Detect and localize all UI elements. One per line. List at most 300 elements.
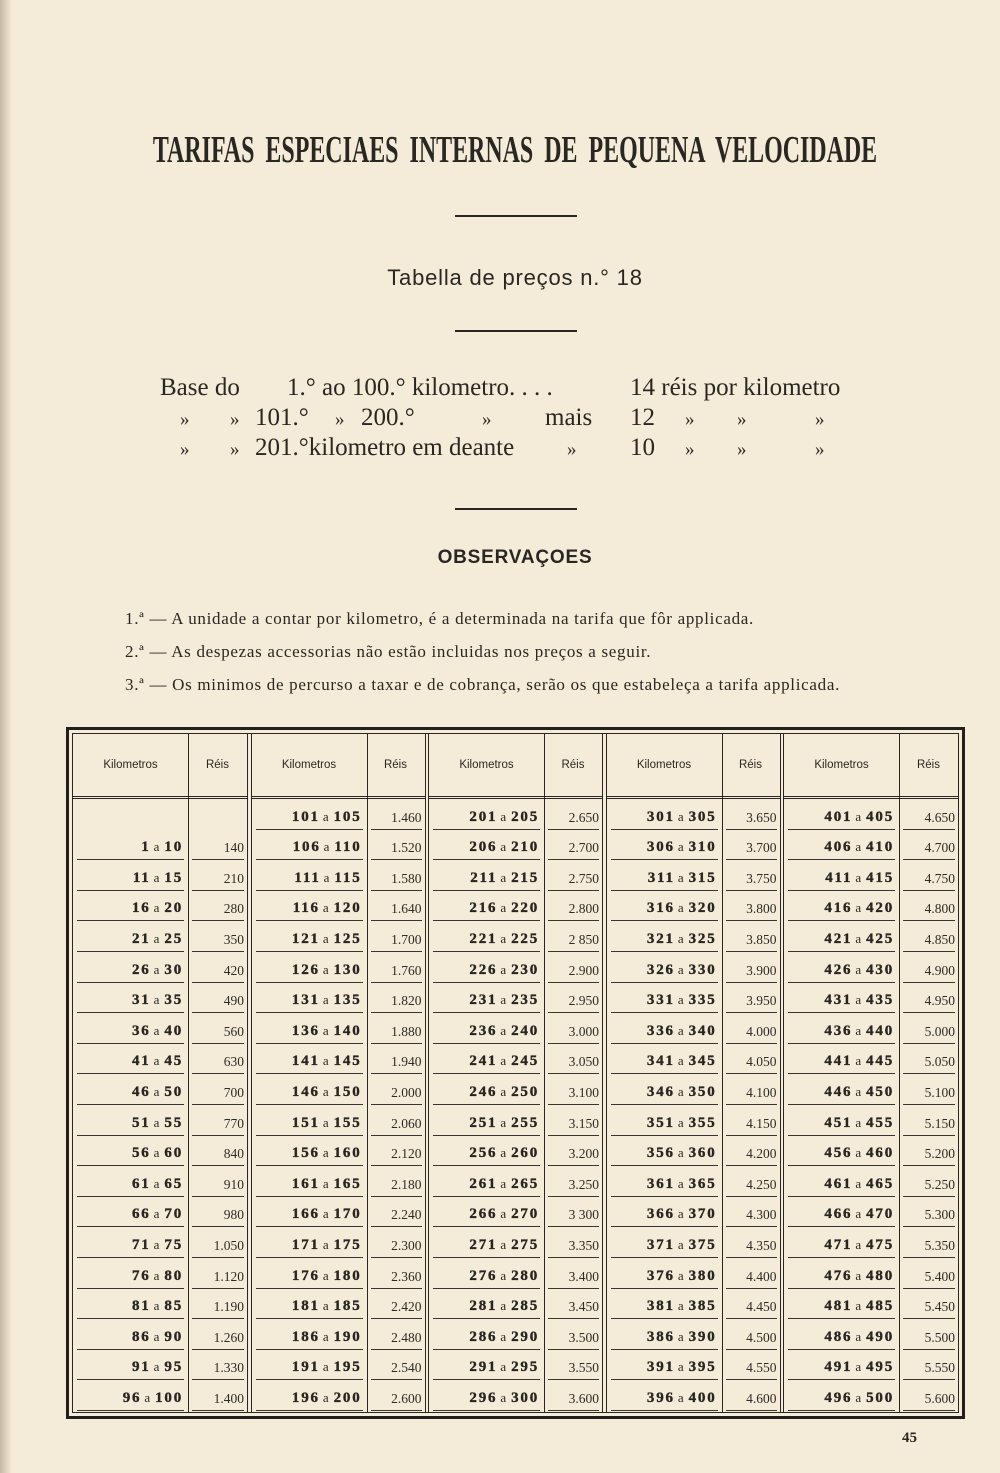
table-row bbox=[252, 799, 425, 830]
km-joiner: a bbox=[322, 1022, 329, 1038]
table-row bbox=[252, 1319, 425, 1350]
km-to: 110 bbox=[334, 839, 362, 856]
km-to: 220 bbox=[511, 900, 539, 917]
km-to: 420 bbox=[866, 900, 894, 917]
km-joiner: a bbox=[855, 1083, 862, 1099]
price-reis-cell: 2.300 bbox=[371, 1227, 422, 1258]
km-from: 156 bbox=[291, 1145, 320, 1162]
km-from: 476 bbox=[824, 1267, 853, 1284]
km-to: 480 bbox=[866, 1267, 894, 1284]
km-from: 301 bbox=[646, 808, 675, 825]
table-row bbox=[607, 1258, 780, 1289]
price-reis-cell: 5.250 bbox=[903, 1166, 955, 1197]
km-joiner: a bbox=[153, 930, 160, 946]
km-joiner: a bbox=[322, 1083, 329, 1099]
price-reis-cell: 280 bbox=[192, 891, 244, 922]
price-reis-cell: 4.700 bbox=[903, 830, 955, 861]
table-header-row bbox=[252, 734, 425, 799]
price-reis-cell: 5.500 bbox=[903, 1319, 955, 1350]
price-reis-cell: 3.100 bbox=[548, 1074, 599, 1105]
price-reis-cell: 4.600 bbox=[726, 1380, 777, 1411]
price-reis-cell: 2.650 bbox=[548, 799, 599, 830]
km-joiner: a bbox=[855, 1175, 862, 1191]
km-from: 296 bbox=[469, 1389, 498, 1406]
km-from: 471 bbox=[824, 1236, 853, 1253]
km-to: 90 bbox=[164, 1328, 183, 1345]
ditto-mark: » bbox=[482, 409, 492, 430]
km-range-cell bbox=[433, 860, 540, 891]
km-from: 211 bbox=[470, 869, 498, 886]
table-row bbox=[784, 1013, 958, 1044]
price-reis-cell: 3.500 bbox=[548, 1319, 599, 1350]
price-reis-cell: 4.650 bbox=[903, 799, 955, 830]
price-reis-cell: 5.400 bbox=[903, 1258, 955, 1289]
table-row bbox=[429, 860, 602, 891]
price-reis-cell: 3.950 bbox=[726, 983, 777, 1014]
table-row bbox=[429, 1166, 602, 1197]
km-joiner: a bbox=[500, 1175, 507, 1191]
table-row bbox=[252, 830, 425, 861]
km-to: 335 bbox=[688, 992, 717, 1009]
km-from: 391 bbox=[646, 1359, 675, 1376]
km-joiner: a bbox=[855, 1114, 862, 1130]
km-to: 15 bbox=[164, 869, 183, 886]
table-row bbox=[73, 830, 247, 861]
km-joiner: a bbox=[855, 1022, 862, 1038]
km-range-cell bbox=[788, 1350, 895, 1381]
price-reis-cell: 3.150 bbox=[548, 1105, 599, 1136]
table-row bbox=[73, 921, 247, 952]
km-joiner: a bbox=[153, 1053, 160, 1069]
km-from: 126 bbox=[291, 961, 320, 978]
km-joiner: a bbox=[322, 1328, 329, 1344]
km-joiner: a bbox=[153, 1206, 160, 1222]
price-table-inner-frame bbox=[72, 733, 959, 1413]
price-table bbox=[73, 734, 958, 1412]
price-reis-cell: 2.120 bbox=[371, 1136, 422, 1167]
table-row bbox=[784, 1166, 958, 1197]
km-range-cell bbox=[433, 1258, 540, 1289]
table-row bbox=[607, 799, 780, 830]
table-row bbox=[252, 983, 425, 1014]
table-row bbox=[784, 830, 958, 861]
km-range-cell bbox=[256, 799, 363, 830]
table-row bbox=[73, 1319, 247, 1350]
km-joiner: a bbox=[855, 1206, 862, 1222]
table-row bbox=[429, 952, 602, 983]
km-to: 30 bbox=[164, 961, 183, 978]
km-to: 280 bbox=[511, 1267, 539, 1284]
km-joiner: a bbox=[855, 1053, 862, 1069]
km-range-cell bbox=[433, 1105, 540, 1136]
table-row bbox=[784, 891, 958, 922]
km-joiner: a bbox=[322, 808, 329, 824]
km-from: 81 bbox=[132, 1298, 151, 1315]
km-to: 275 bbox=[511, 1236, 539, 1253]
km-to: 50 bbox=[164, 1083, 183, 1100]
base-rate: 10 bbox=[630, 434, 655, 461]
km-range-cell bbox=[256, 1044, 363, 1075]
table-row bbox=[784, 860, 958, 891]
km-joiner: a bbox=[153, 1236, 160, 1252]
km-from: 91 bbox=[132, 1359, 151, 1376]
table-row bbox=[73, 1074, 247, 1105]
table-row bbox=[252, 1074, 425, 1105]
km-joiner: a bbox=[677, 1053, 684, 1069]
km-range-cell bbox=[433, 1227, 540, 1258]
price-reis-cell: 4.100 bbox=[726, 1074, 777, 1105]
km-range-cell bbox=[788, 1319, 895, 1350]
price-reis-cell: 840 bbox=[192, 1136, 244, 1167]
base-km-range: 1.° ao 100.° kilometro. . . . bbox=[287, 374, 553, 401]
table-row bbox=[607, 891, 780, 922]
ditto-mark: » bbox=[815, 409, 825, 430]
km-from: 11 bbox=[132, 869, 151, 886]
km-joiner: a bbox=[855, 869, 862, 885]
table-row bbox=[607, 1105, 780, 1136]
km-from: 131 bbox=[291, 992, 320, 1009]
km-to: 225 bbox=[511, 930, 539, 947]
km-joiner: a bbox=[153, 992, 160, 1008]
km-range-cell bbox=[77, 983, 184, 1014]
table-row bbox=[607, 983, 780, 1014]
price-reis-cell: 5.200 bbox=[903, 1136, 955, 1167]
table-row bbox=[429, 1197, 602, 1228]
km-range-cell bbox=[611, 1197, 718, 1228]
km-to: 390 bbox=[688, 1328, 717, 1345]
km-joiner: a bbox=[500, 1206, 507, 1222]
base-rate: 12 bbox=[630, 404, 655, 431]
km-joiner: a bbox=[677, 1328, 684, 1344]
km-joiner: a bbox=[153, 1298, 160, 1314]
table-subtitle: Tabella de preços n.° 18 bbox=[387, 265, 643, 290]
header-reis: Réis bbox=[916, 759, 940, 771]
km-to: 195 bbox=[333, 1359, 362, 1376]
km-joiner: a bbox=[500, 1267, 507, 1283]
km-to: 245 bbox=[511, 1053, 539, 1070]
km-range-cell bbox=[77, 952, 184, 983]
km-from: 61 bbox=[132, 1175, 151, 1192]
km-from: 46 bbox=[132, 1083, 151, 1100]
km-from: 481 bbox=[824, 1298, 853, 1315]
km-range-cell bbox=[433, 1013, 540, 1044]
km-to: 305 bbox=[688, 808, 717, 825]
km-from: 116 bbox=[292, 900, 320, 917]
km-to: 380 bbox=[688, 1267, 717, 1284]
ditto-mark: » bbox=[230, 409, 240, 430]
km-from: 201 bbox=[469, 808, 498, 825]
table-row bbox=[73, 1289, 247, 1320]
km-joiner: a bbox=[322, 992, 329, 1008]
km-from: 101 bbox=[291, 808, 320, 825]
table-row bbox=[784, 1074, 958, 1105]
table-row bbox=[73, 891, 247, 922]
km-to: 255 bbox=[511, 1114, 539, 1131]
observations-heading: OBSERVAÇOES bbox=[437, 547, 593, 568]
base-label: Base do bbox=[160, 374, 240, 401]
km-from: 401 bbox=[824, 808, 853, 825]
price-reis-cell: 4.050 bbox=[726, 1044, 777, 1075]
table-row bbox=[607, 1044, 780, 1075]
km-from: 261 bbox=[469, 1175, 498, 1192]
price-reis-cell: 4.800 bbox=[903, 891, 955, 922]
km-range-cell bbox=[256, 1380, 363, 1411]
ditto-mark: » bbox=[230, 439, 240, 460]
km-from: 381 bbox=[646, 1298, 675, 1315]
base-rate-line-3 bbox=[0, 432, 1000, 464]
km-range-cell bbox=[77, 1258, 184, 1289]
price-reis-cell: 700 bbox=[192, 1074, 244, 1105]
km-from: 446 bbox=[824, 1083, 853, 1100]
km-range-cell bbox=[256, 830, 363, 861]
price-reis-cell: 3.550 bbox=[548, 1350, 599, 1381]
km-to: 365 bbox=[688, 1175, 717, 1192]
km-from: 41 bbox=[132, 1053, 151, 1070]
base-rate-line-2 bbox=[0, 402, 1000, 434]
km-from: 176 bbox=[291, 1267, 320, 1284]
km-range-cell bbox=[611, 1319, 718, 1350]
km-from: 321 bbox=[646, 930, 675, 947]
table-row bbox=[73, 1136, 247, 1167]
price-reis-cell: 2.700 bbox=[548, 830, 599, 861]
km-from: 16 bbox=[132, 900, 151, 917]
table-row bbox=[607, 1197, 780, 1228]
km-joiner: a bbox=[322, 1359, 329, 1375]
km-from: 216 bbox=[469, 900, 498, 917]
km-range-cell bbox=[433, 1197, 540, 1228]
price-reis-cell: 2.800 bbox=[548, 891, 599, 922]
table-header-row bbox=[784, 734, 958, 799]
km-joiner: a bbox=[677, 1298, 684, 1314]
km-joiner: a bbox=[153, 869, 160, 885]
km-to: 140 bbox=[333, 1022, 362, 1039]
km-joiner: a bbox=[322, 1389, 329, 1405]
km-from: 236 bbox=[469, 1022, 498, 1039]
km-from: 56 bbox=[132, 1145, 151, 1162]
extra-word: mais bbox=[545, 404, 593, 431]
km-from: 101.° bbox=[255, 404, 309, 431]
price-reis-cell: 2.480 bbox=[371, 1319, 422, 1350]
km-range-cell bbox=[256, 1227, 363, 1258]
price-reis-cell: 2.900 bbox=[548, 952, 599, 983]
km-from: 376 bbox=[646, 1267, 675, 1284]
price-reis-cell: 4.450 bbox=[726, 1289, 777, 1320]
km-range-cell bbox=[256, 1136, 363, 1167]
km-joiner: a bbox=[855, 992, 862, 1008]
table-row bbox=[607, 1166, 780, 1197]
km-from: 51 bbox=[132, 1114, 151, 1131]
km-range-cell bbox=[788, 1197, 895, 1228]
km-from: 356 bbox=[646, 1145, 675, 1162]
km-joiner: a bbox=[855, 961, 862, 977]
price-reis-cell: 5.100 bbox=[903, 1074, 955, 1105]
km-range-cell bbox=[433, 1166, 540, 1197]
km-to: 410 bbox=[866, 839, 894, 856]
base-rate: 14 réis por kilometro bbox=[630, 374, 841, 401]
km-joiner: a bbox=[500, 1022, 507, 1038]
price-reis-cell: 1.260 bbox=[192, 1319, 244, 1350]
km-to: 240 bbox=[511, 1022, 539, 1039]
km-to: 95 bbox=[164, 1359, 183, 1376]
price-table-frame bbox=[66, 727, 965, 1419]
price-reis-cell: 3.400 bbox=[548, 1258, 599, 1289]
table-header-row bbox=[73, 734, 247, 799]
km-from: 411 bbox=[825, 869, 853, 886]
header-kilometros: Kilometros bbox=[459, 759, 514, 771]
table-row bbox=[252, 1166, 425, 1197]
table-row bbox=[429, 891, 602, 922]
km-joiner: a bbox=[500, 1236, 507, 1252]
km-range-cell bbox=[77, 1289, 184, 1320]
km-to: 370 bbox=[688, 1206, 717, 1223]
km-to: 325 bbox=[688, 930, 717, 947]
km-to: 385 bbox=[688, 1298, 717, 1315]
km-from: 406 bbox=[824, 839, 853, 856]
price-reis-cell: 1.700 bbox=[371, 921, 422, 952]
table-row bbox=[252, 1350, 425, 1381]
price-reis-cell: 1.760 bbox=[371, 952, 422, 983]
km-joiner: a bbox=[500, 1053, 507, 1069]
price-reis-cell: 4.500 bbox=[726, 1319, 777, 1350]
table-row bbox=[607, 1289, 780, 1320]
km-joiner: a bbox=[323, 869, 330, 885]
table-row bbox=[73, 1013, 247, 1044]
table-row bbox=[784, 1289, 958, 1320]
km-range-cell bbox=[256, 860, 363, 891]
km-from: 286 bbox=[469, 1328, 498, 1345]
table-row bbox=[607, 1013, 780, 1044]
price-reis-cell: 3.750 bbox=[726, 860, 777, 891]
table-row bbox=[429, 1380, 602, 1411]
km-joiner: a bbox=[153, 900, 160, 916]
observation-item: 1.ª — A unidade a contar por kilometro, é a determinada na tarifa que fôr applicada. bbox=[125, 609, 754, 628]
km-joiner: a bbox=[677, 1206, 684, 1222]
km-to: 375 bbox=[688, 1236, 717, 1253]
table-row bbox=[252, 1105, 425, 1136]
km-from: 166 bbox=[291, 1206, 320, 1223]
price-reis-cell: 2.360 bbox=[371, 1258, 422, 1289]
price-reis-cell: 4.550 bbox=[726, 1350, 777, 1381]
km-from: 66 bbox=[132, 1206, 151, 1223]
km-to: 345 bbox=[688, 1053, 717, 1070]
km-joiner: a bbox=[500, 1145, 507, 1161]
km-joiner: a bbox=[153, 1083, 160, 1099]
price-reis-cell: 350 bbox=[192, 921, 244, 952]
km-range-cell bbox=[788, 1289, 895, 1320]
km-from: 451 bbox=[824, 1114, 853, 1131]
table-row bbox=[73, 1105, 247, 1136]
km-to: 20 bbox=[164, 900, 183, 917]
km-to: 165 bbox=[333, 1175, 362, 1192]
km-to: 125 bbox=[333, 930, 362, 947]
km-from: 146 bbox=[291, 1083, 320, 1100]
km-range-cell bbox=[77, 860, 184, 891]
km-from: 36 bbox=[132, 1022, 151, 1039]
km-range-cell bbox=[611, 952, 718, 983]
km-range-cell bbox=[611, 1074, 718, 1105]
km-from: 71 bbox=[132, 1236, 151, 1253]
header-reis: Réis bbox=[383, 759, 407, 771]
price-reis-cell: 3.050 bbox=[548, 1044, 599, 1075]
km-to: 230 bbox=[511, 961, 539, 978]
km-to: 340 bbox=[688, 1022, 717, 1039]
km-from: 21 bbox=[132, 930, 151, 947]
price-reis-cell: 4.200 bbox=[726, 1136, 777, 1167]
table-row bbox=[784, 1350, 958, 1381]
ditto-mark: » bbox=[567, 439, 577, 460]
km-from: 416 bbox=[824, 900, 853, 917]
km-to: 135 bbox=[333, 992, 362, 1009]
table-row bbox=[73, 1044, 247, 1075]
km-joiner: a bbox=[322, 1114, 329, 1130]
ditto-mark: » bbox=[335, 409, 345, 430]
km-from: 461 bbox=[824, 1175, 853, 1192]
km-joiner: a bbox=[677, 1236, 684, 1252]
km-to: 415 bbox=[866, 869, 894, 886]
km-range-cell bbox=[611, 891, 718, 922]
km-range-cell bbox=[788, 1136, 895, 1167]
price-reis-cell: 630 bbox=[192, 1044, 244, 1075]
km-to: 25 bbox=[164, 930, 183, 947]
km-range-cell bbox=[611, 1258, 718, 1289]
km-range-cell bbox=[433, 983, 540, 1014]
km-range-cell bbox=[77, 830, 184, 861]
km-to: 315 bbox=[688, 869, 717, 886]
divider-1 bbox=[455, 215, 577, 217]
table-row bbox=[252, 1258, 425, 1289]
km-to: 160 bbox=[333, 1145, 362, 1162]
km-to: 405 bbox=[866, 808, 894, 825]
km-to: 190 bbox=[333, 1328, 362, 1345]
price-reis-cell: 1.460 bbox=[371, 799, 422, 830]
price-reis-cell: 1.880 bbox=[371, 1013, 422, 1044]
table-row bbox=[429, 1013, 602, 1044]
table-row bbox=[429, 830, 602, 861]
table-row bbox=[73, 983, 247, 1014]
price-reis-cell: 2.600 bbox=[371, 1380, 422, 1411]
table-row bbox=[784, 1258, 958, 1289]
km-joiner: a bbox=[677, 930, 684, 946]
km-to: 215 bbox=[511, 869, 539, 886]
km-range-cell bbox=[611, 921, 718, 952]
price-reis-cell: 3.450 bbox=[548, 1289, 599, 1320]
km-to: 400 bbox=[688, 1389, 717, 1406]
km-to: 60 bbox=[164, 1145, 183, 1162]
price-reis-cell: 4.150 bbox=[726, 1105, 777, 1136]
price-reis-cell: 2.540 bbox=[371, 1350, 422, 1381]
km-range-cell bbox=[788, 952, 895, 983]
km-range-cell bbox=[433, 1350, 540, 1381]
km-from: 281 bbox=[469, 1298, 498, 1315]
km-to: 85 bbox=[164, 1298, 183, 1315]
km-to: 450 bbox=[866, 1083, 894, 1100]
km-range-cell bbox=[256, 1074, 363, 1105]
price-reis-cell: 5.450 bbox=[903, 1289, 955, 1320]
price-reis-cell: 2.750 bbox=[548, 860, 599, 891]
km-range-cell bbox=[77, 1013, 184, 1044]
km-joiner: a bbox=[153, 839, 160, 855]
table-row bbox=[429, 983, 602, 1014]
km-to: 300 bbox=[511, 1389, 539, 1406]
km-range-cell bbox=[611, 799, 718, 830]
km-range-cell bbox=[433, 921, 540, 952]
km-range-cell bbox=[77, 1380, 184, 1411]
km-from: 421 bbox=[824, 930, 853, 947]
km-joiner: a bbox=[677, 900, 684, 916]
price-reis-cell: 3.600 bbox=[548, 1380, 599, 1411]
table-row bbox=[429, 1319, 602, 1350]
table-row bbox=[784, 921, 958, 952]
